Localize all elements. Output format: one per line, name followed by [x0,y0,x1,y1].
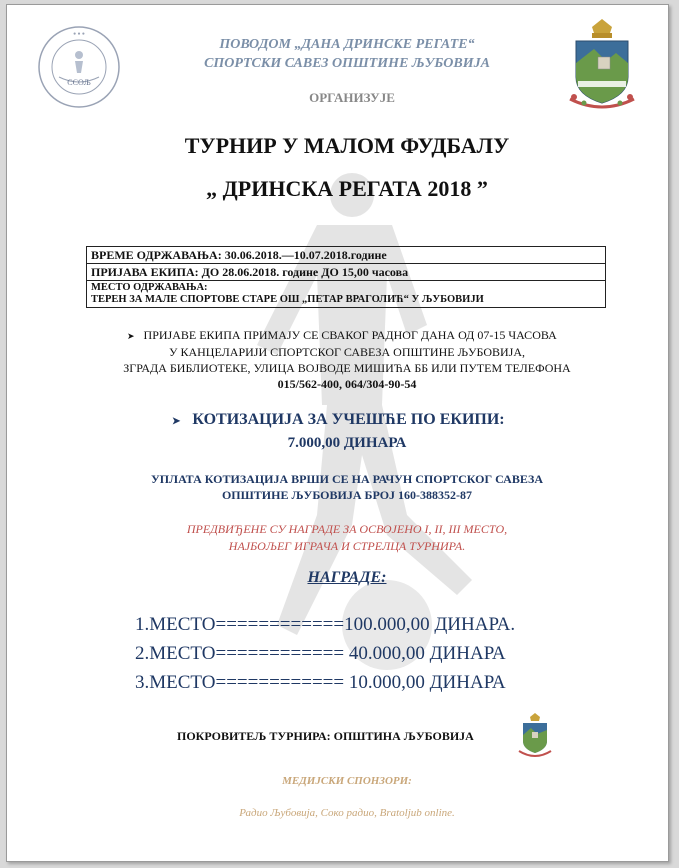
registration-line-3: ЗГРАДА БИБЛИОТЕКЕ, УЛИЦА ВОЈВОДЕ МИШИЋА ББ ИЛИ ПУТЕМ ТЕЛЕФОНА [123,361,571,375]
dates-row: ВРЕМЕ ОДРЖАВАЊА: 30.06.2018.—10.07.2018.године [87,247,606,264]
payment-line-2: ОПШТИНЕ ЉУБОВИЈА БРОЈ 160-388352-87 [221,488,473,502]
sponsor-text: ПОКРОВИТЕЉ ТУРНИРА: ОПШТИНА ЉУБОВИЈА [177,729,474,743]
prize-2: 2.МЕСТО============ 40.000,00 ДИНАРА [135,643,506,664]
payment-line-1: УПЛАТА КОТИЗАЦИЈА ВРШИ СЕ НА РАЧУН СПОРТСКОГ САВЕЗА [150,472,543,486]
title-line-2: „ ДРИНСКА РЕГАТА 2018 ” [206,176,488,201]
prize-3: 3.МЕСТО============ 10.000,00 ДИНАРА [135,672,506,693]
organizes-label: ОРГАНИЗУЈЕ [309,90,395,105]
registration-line-1: ➤ ПРИЈАВЕ ЕКИПА ПРИМАЈУ СЕ СВАКОГ РАДНОГ ДАНА ОД 07-15 ЧАСОВА [127,328,557,342]
sports-union-logo [37,25,121,109]
awards-note-line-1: ПРЕДВИЂЕНЕ СУ НАГРАДЕ ЗА ОСВОЈЕНО I, II, III МЕСТО, [186,522,508,536]
registration-line-2: У КАНЦЕЛАРИЈИ СПОРТСКОГ САВЕЗА ОПШТИНЕ ЉУБОВИЈА, [168,345,526,359]
info-table [86,246,606,308]
registration-deadline-row: ПРИЈАВА ЕКИПА: ДО 28.06.2018. године ДО 15,00 часова [87,264,606,281]
registration-phones: 015/562-400, 064/304-90-54 [277,377,417,391]
fee-amount: 7.000,00 ДИНАРА [287,435,407,451]
media-sponsors-label: МЕДИЈСКИ СПОНЗОРИ: [282,775,412,787]
fee-label: ➤ КОТИЗАЦИЈА ЗА УЧЕШЋЕ ПО ЕКИПИ: [172,411,505,428]
arrow-bullet-icon: ➤ [172,416,181,427]
venue-row [87,281,606,308]
document-page [6,4,669,862]
title-line-1: ТУРНИР У МАЛОМ ФУДБАЛУ [184,133,510,158]
header-line-2: СПОРТСКИ САВЕЗ ОПШТИНЕ ЉУБОВИЈА [204,56,490,71]
arrow-bullet-icon: ➤ [127,331,135,341]
small-coat-of-arms-icon [517,713,553,759]
svg-text:● ● ●: ● ● ● [73,31,85,37]
coat-of-arms-icon [564,17,640,113]
logo-text: ССОЉ [67,78,91,87]
venue-value: ТЕРЕН ЗА МАЛЕ СПОРТОВЕ СТАРЕ ОШ „ПЕТАР ВРАГОЛИЋ“ У ЉУБОВИЈИ [91,294,484,305]
venue-label: МЕСТО ОДРЖАВАЊА: [91,282,208,293]
awards-note-line-2: НАЈБОЉЕГ ИГРАЧА И СТРЕЛЦА ТУРНИРА. [228,539,466,553]
prize-1: 1.МЕСТО============100.000,00 ДИНАРА. [135,614,516,635]
header-line-1: ПОВОДОМ „ДАНА ДРИНСКЕ РЕГАТЕ“ [219,37,475,52]
prizes-heading: НАГРАДЕ: [307,569,387,586]
media-sponsors-list: Радио Љубовија, Соко радио, Bratoljub online. [239,807,455,819]
